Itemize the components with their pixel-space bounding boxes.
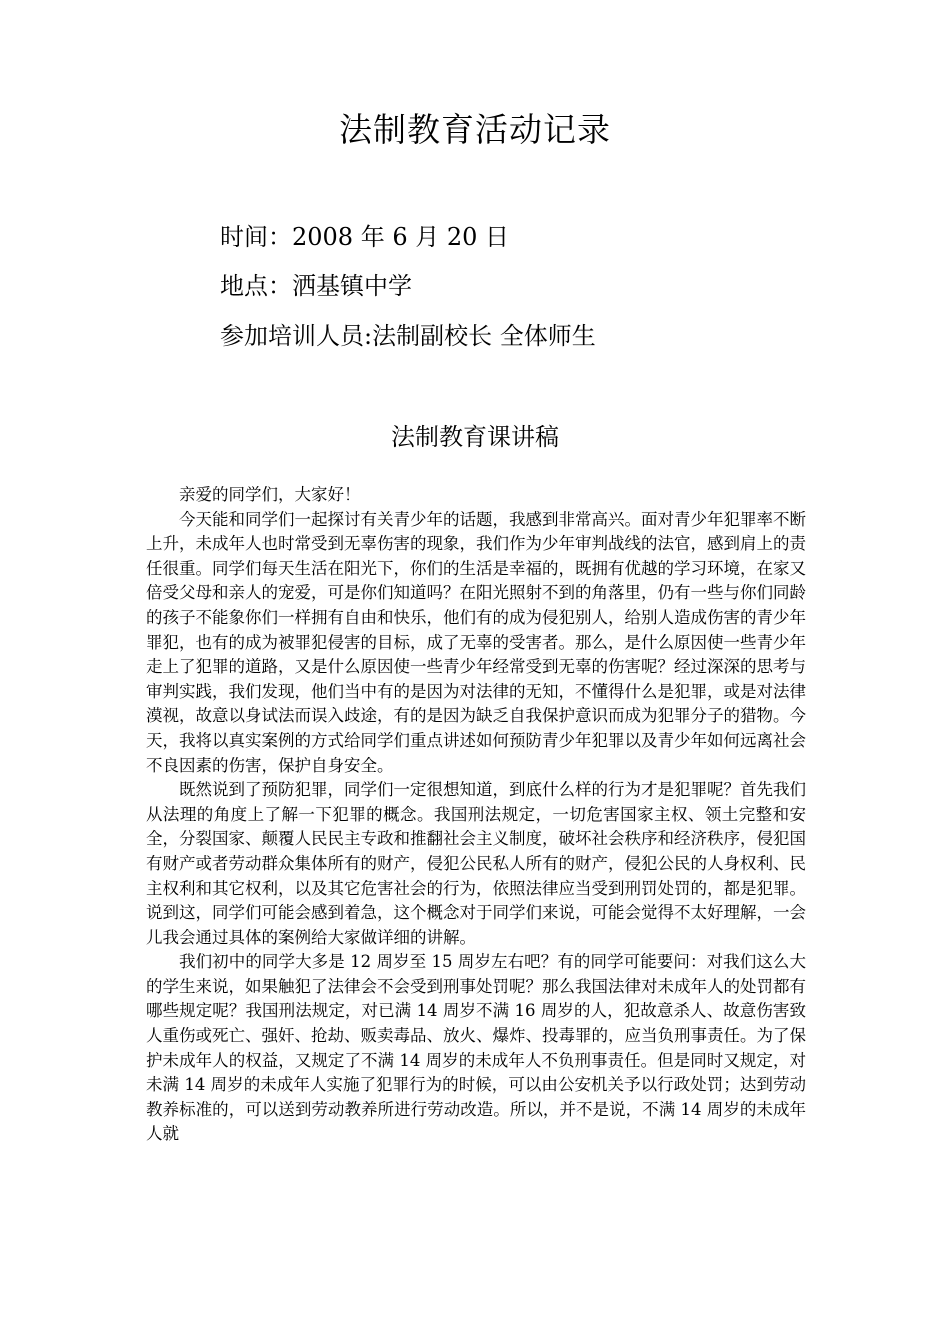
- lecture-body: [146, 483, 806, 1147]
- activity-place: 地点：洒基镇中学: [220, 272, 412, 300]
- activity-participants: 参加培训人员:法制副校长 全体师生: [220, 322, 596, 350]
- document-title: 法制教育活动记录: [339, 110, 611, 149]
- activity-time: 时间：2008 年 6 月 20 日: [220, 223, 510, 251]
- paragraph-greeting: 亲爱的同学们，大家好！: [179, 485, 361, 504]
- paragraph: 既然说到了预防犯罪，同学们一定很想知道，到底什么样的行为才是犯罪呢？首先我们从法理的角度上了解一下犯罪的概念。我国刑法规定，一切危害国家主权、领土完整和安全，分裂国家、颠覆人民民主专政和推翻社会主义制度，破坏社会秩序和经济秩序，侵犯国有财产或者劳动群众集体所有的财产，侵犯公民私人所有的财产，侵犯公民的人身权利、民主权利和其它权利，以及其它危害社会的行为，依照法律应当受到刑罚处罚的，都是犯罪。说到这，同学们可能会感到着急，这个概念对于同学们来说，可能会觉得不太好理解，一会儿我会通过具体的案例给大家做详细的讲解。: [146, 780, 806, 947]
- paragraph: 今天能和同学们一起探讨有关青少年的话题，我感到非常高兴。面对青少年犯罪率不断上升，未成年人也时常受到无辜伤害的现象，我们作为少年审判战线的法官，感到肩上的责任很重。同学们每天生活在阳光下，你们的生活是幸福的，既拥有优越的学习环境，在家又倍受父母和亲人的宠爱，可是你们知道吗？在阳光照射不到的角落里，仍有一些与你们同龄的孩子不能象你们一样拥有自由和快乐，他们有的成为侵犯别人，给别人造成伤害的青少年罪犯，也有的成为被罪犯侵害的目标，成了无辜的受害者。那么，是什么原因使一些青少年走上了犯罪的道路，又是什么原因使一些青少年经常受到无辜的伤害呢？经过深深的思考与审判实践，我们发现，他们当中有的是因为对法律的无知，不懂得什么是犯罪，或是对法律漠视，故意以身试法而误入歧途，有的是因为缺乏自我保护意识而成为犯罪分子的猎物。今天，我将以真实案例的方式给同学们重点讲述如何预防青少年犯罪以及青少年如何远离社会不良因素的伤害，保护自身安全。: [146, 509, 806, 775]
- paragraph: 我们初中的同学大多是 12 周岁至 15 周岁左右吧？有的同学可能要问：对我们这么大的学生来说，如果触犯了法律会不会受到刑事处罚呢？那么我国法律对未成年人的处罚都有哪些规定呢？我国刑法规定，对已满 14 周岁不满 16 周岁的人，犯故意杀人、故意伤害致人重伤或死亡、强奸、抢劫、贩卖毒品、放火、爆炸、投毒罪的，应当负刑事责任。为了保护未成年人的权益，又规定了不满 14 周岁的未成年人不负刑事责任。但是同时又规定，对未满 14 周岁的未成年人实施了犯罪行为的时候，可以由公安机关予以行政处罚；达到劳动教养标准的，可以送到劳动教养所进行劳动改造。所以，并不是说，不满 14 周岁的未成年人就: [146, 952, 806, 1144]
- lecture-subtitle: 法制教育课讲稿: [391, 423, 559, 451]
